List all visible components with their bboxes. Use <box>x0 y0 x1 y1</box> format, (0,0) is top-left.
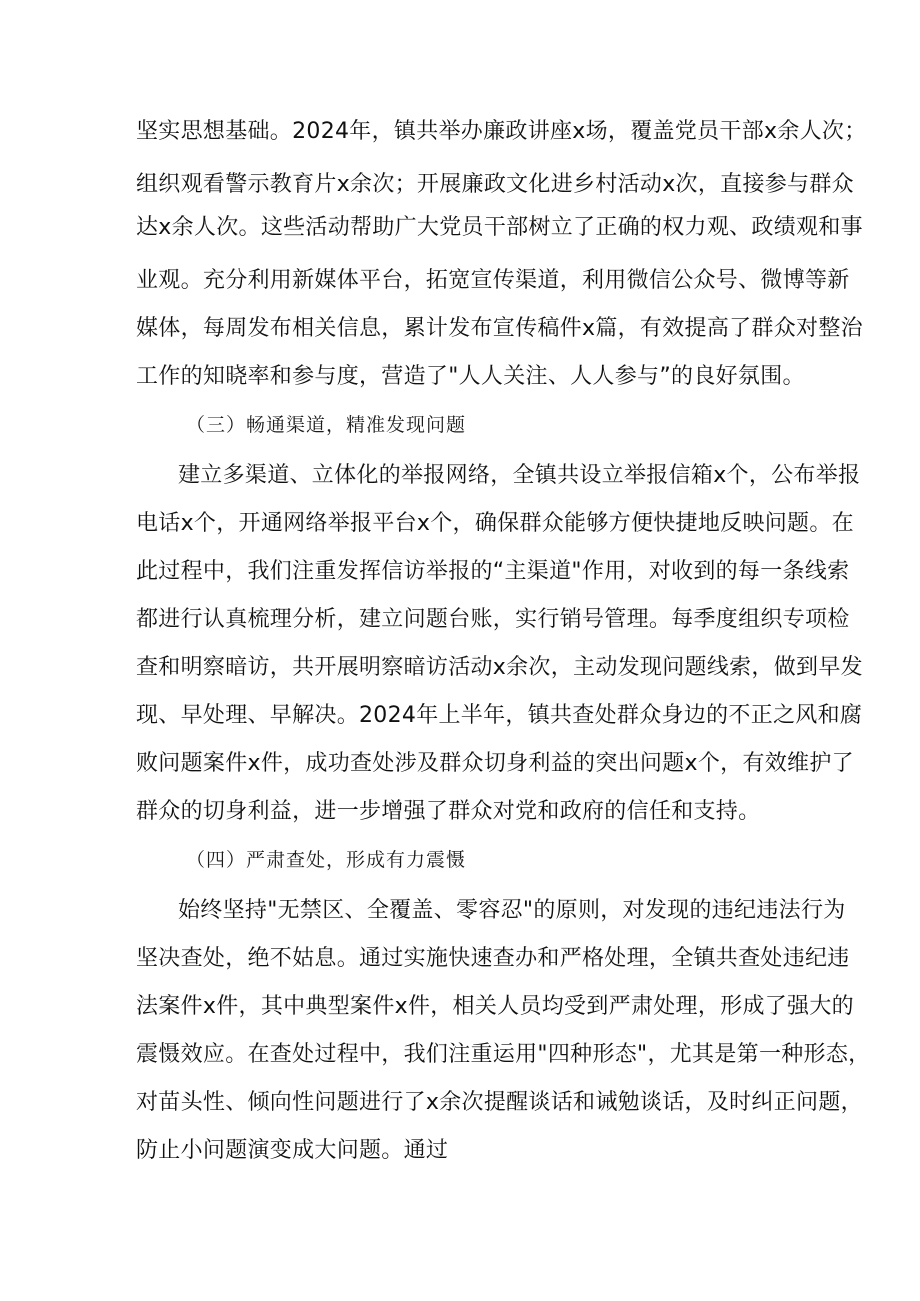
section-3-line-7: 败问题案件x件，成功查处涉及群众切身利益的突出问题x个，有效维护了 <box>136 751 854 776</box>
section-3-line-5: 查和明察暗访，共开展明察暗访活动x余次，主动发现问题线索，做到早发 <box>136 655 863 680</box>
section-4-line-4: 震慑效应。在查处过程中，我们注重运用"四种形态"，尤其是第一种形态， <box>136 1042 871 1067</box>
section-3-line-4: 都进行认真梳理分析，建立问题台账，实行销号管理。每季度组织专项检 <box>136 607 850 632</box>
section-4-line-3: 法案件x件，其中典型案件x件，相关人员均受到严肃处理，形成了强大的 <box>136 994 854 1019</box>
section-4-line-5: 对苗头性、倾向性问题进行了x余次提醒谈话和诫勉谈话，及时纠正问题， <box>136 1090 863 1115</box>
section-3-line-1: 建立多渠道、立体化的举报网络，全镇共设立举报信箱x个，公布举报 <box>178 463 861 488</box>
section-3-line-2: 电话x个，开通网络举报平台x个，确保群众能够方便快捷地反映问题。在 <box>136 511 854 536</box>
paragraph-1-line-3: 达x余人次。这些活动帮助广大党员干部树立了正确的权力观、政绩观和事 <box>136 215 863 240</box>
section-3-line-6: 现、早处理、早解决。2024年上半年，镇共查处群众身边的不正之风和腐 <box>136 703 863 728</box>
section-3-line-3: 此过程中，我们注重发挥信访举报的“主渠道"作用，对收到的每一条线索 <box>136 559 850 584</box>
paragraph-1-line-4: 业观。充分利用新媒体平台，拓宽宣传渠道，利用微信公众号、微博等新 <box>136 268 850 293</box>
section-4-line-2: 坚决查处，绝不姑息。通过实施快速查办和严格处理，全镇共查处违纪违 <box>136 946 850 971</box>
paragraph-1-line-5: 媒体，每周发布相关信息，累计发布宣传稿件x篇，有效提高了群众对整治 <box>136 316 863 341</box>
paragraph-1-line-2: 组织观看警示教育片x余次；开展廉政文化进乡村活动x次，直接参与群众 <box>136 172 854 197</box>
section-3-heading: （三）畅通渠道，精准发现问题 <box>186 414 467 436</box>
section-4-heading: （四）严肃查处，形成有力震慑 <box>186 849 467 871</box>
section-4-line-6: 防止小问题演变成大问题。通过 <box>136 1138 449 1163</box>
section-4-line-1: 始终坚持"无禁区、全覆盖、零容忍"的原则，对发现的违纪违法行为 <box>178 898 846 923</box>
section-3-line-8: 群众的切身利益，进一步增强了群众对党和政府的信任和支持。 <box>136 799 761 824</box>
paragraph-1-line-1: 坚实思想基础。2024年，镇共举办廉政讲座x场，覆盖党员干部x余人次； <box>136 119 867 144</box>
paragraph-1-line-6: 工作的知晓率和参与度，营造了"人人关注、人人参与”的良好氛围。 <box>136 364 805 389</box>
